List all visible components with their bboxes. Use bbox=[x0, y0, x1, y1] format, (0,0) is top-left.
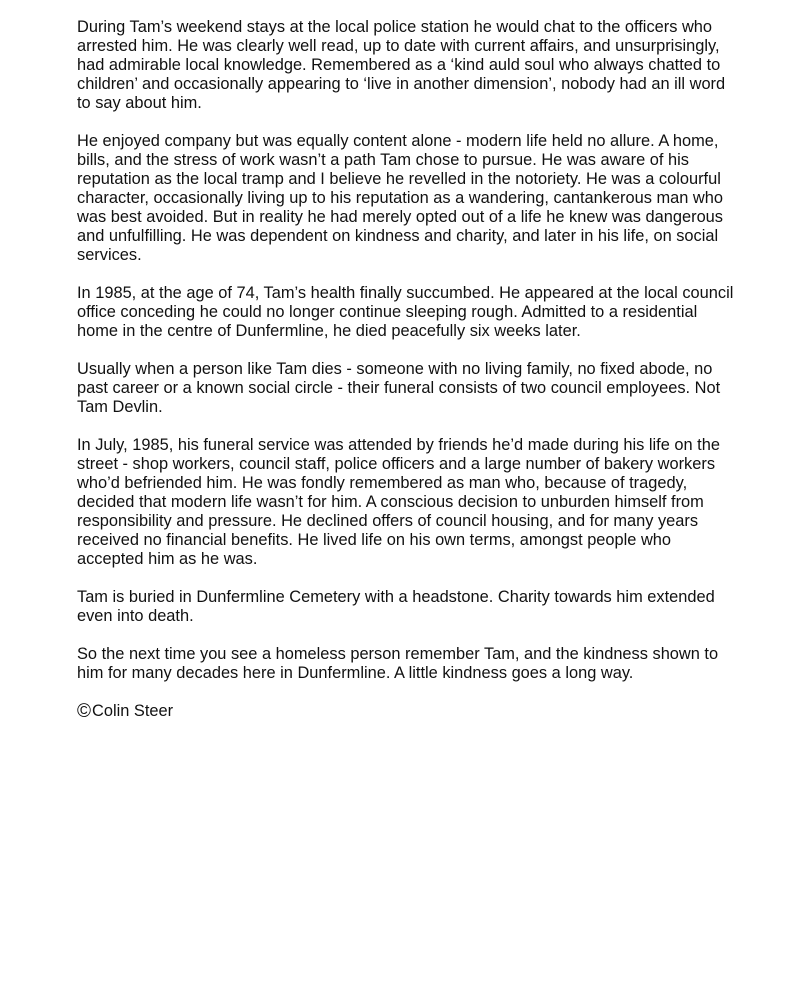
paragraph-funeral-usual: Usually when a person like Tam dies - someone with no living family, no fixed abode, no past career or a known social circle - their funeral consists of two council employees. Not Tam Devlin. bbox=[77, 360, 721, 416]
copyright-icon: © bbox=[77, 701, 91, 722]
paragraph-closing: So the next time you see a homeless person remember Tam, and the kindness shown to him for many decades here in Dunfermline. A little kindness goes a long way. bbox=[77, 645, 719, 682]
author-name: Colin Steer bbox=[92, 702, 174, 720]
paragraph-burial: Tam is buried in Dunfermline Cemetery with a headstone. Charity towards him extended even into death. bbox=[77, 588, 715, 625]
document-page bbox=[77, 18, 737, 721]
paragraph-health-1985: In 1985, at the age of 74, Tam’s health finally succumbed. He appeared at the local council office conceding he could no longer continue sleeping rough. Admitted to a residential home in the centre of Dunfermline, he died peacefully six weeks later. bbox=[77, 284, 734, 340]
paragraph-funeral-service: In July, 1985, his funeral service was attended by friends he’d made during his life on the street - shop workers, council staff, police officers and a large number of bakery workers who’d befriended him. He was fondly remembered as man who, because of tragedy, decided that modern life wasn’t for him. A conscious decision to unburden himself from responsibility and pressure. He declined offers of council housing, and for many years received no financial benefits. He lived life on his own terms, amongst people who accepted him as he was. bbox=[77, 436, 720, 568]
paragraph-police-station: During Tam’s weekend stays at the local police station he would chat to the officers who arrested him. He was clearly well read, up to date with current affairs, and unsurprisingly, had admirable local knowledge. Remembered as a ‘kind auld soul who always chatted to children’ and occasionally appearing to ‘live in another dimension’, nobody had an ill word to say about him. bbox=[77, 18, 726, 112]
paragraph-company-alone: He enjoyed company but was equally content alone - modern life held no allure. A home, bills, and the stress of work wasn’t a path Tam chose to pursue. He was aware of his reputation as the local tramp and I believe he revelled in the notoriety. He was a colourful character, occasionally living up to his reputation as a wandering, cantankerous man who was best avoided. But in reality he had merely opted out of a life he knew was dangerous and unfulfilling. He was dependent on kindness and charity, and later in his life, on social services. bbox=[77, 132, 723, 264]
signature bbox=[77, 702, 737, 721]
